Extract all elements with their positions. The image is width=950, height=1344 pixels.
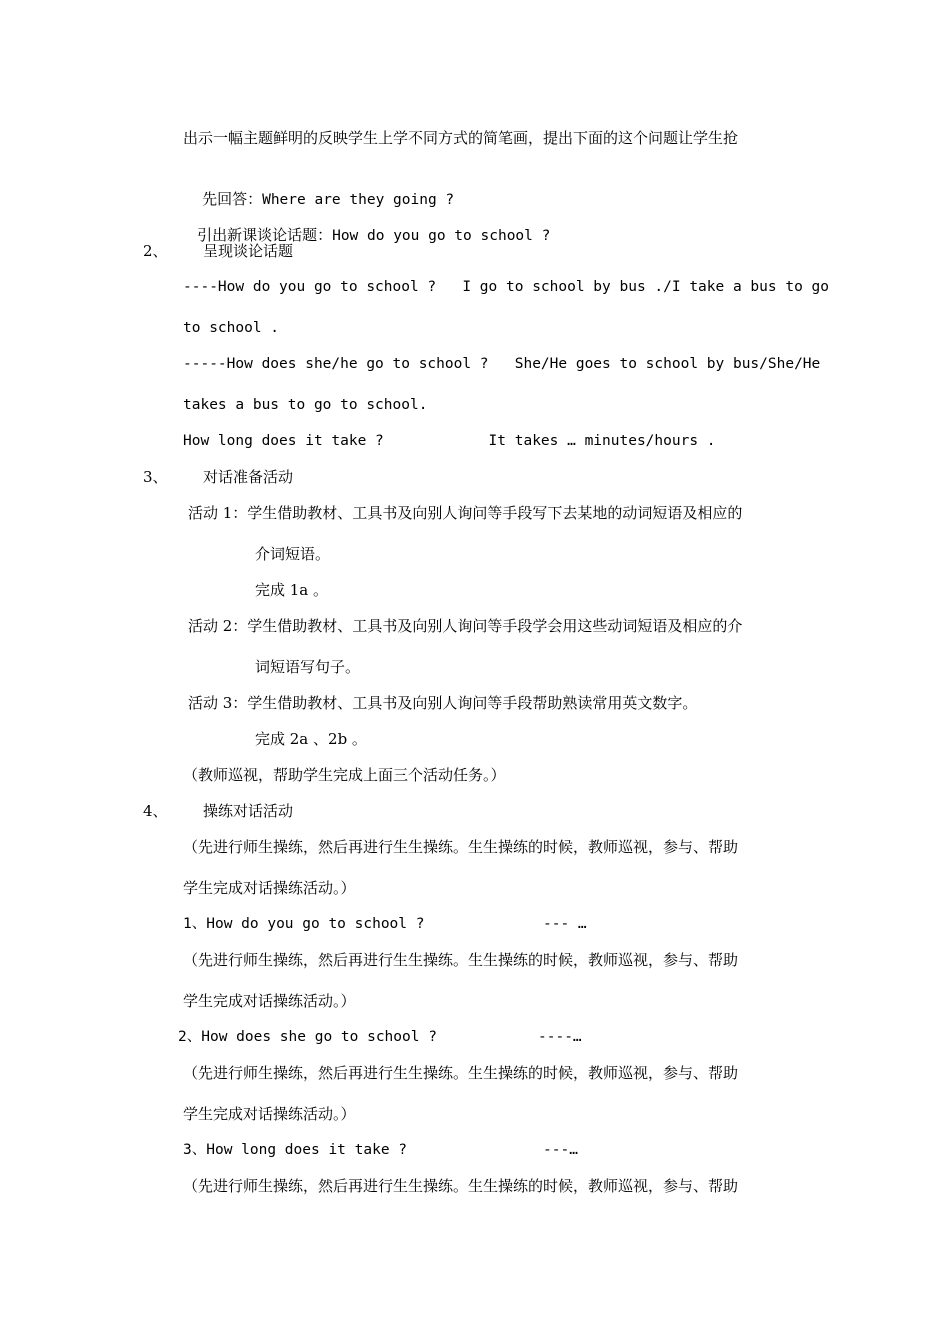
paragraph-line: 学生完成对话操练活动。） [183, 879, 356, 897]
section-number: 2、 [143, 242, 168, 260]
activity-note: 完成 1a 。 [255, 581, 329, 599]
dialogue-line: ----How do you go to school ? I go to school by bus ./I take a bus to go [183, 279, 830, 295]
practice-question: 3、How long does it take ? [183, 1142, 408, 1158]
text-cn: 先回答： [202, 190, 263, 208]
practice-answer: ---… [543, 1142, 578, 1158]
dialogue-line: How long does it take ? It takes … minutes/hours . [183, 433, 716, 449]
teacher-note: （教师巡视，帮助学生完成上面三个活动任务。） [183, 766, 506, 784]
practice-answer: ----… [538, 1029, 582, 1045]
text-cn: 引出新课谈论话题： [197, 226, 333, 244]
text-en: Where are they going ? [262, 192, 455, 208]
paragraph-line: 学生完成对话操练活动。） [183, 1105, 356, 1123]
practice-question: 2、How does she go to school ? [178, 1029, 437, 1045]
activity-note: 完成 2a 、2b 。 [255, 730, 367, 748]
paragraph-line: 学生完成对话操练活动。） [183, 992, 356, 1010]
dialogue-line: to school . [183, 320, 280, 336]
practice-answer: --- … [543, 916, 587, 932]
paragraph-line: （先进行师生操练，然后再进行生生操练。生生操练的时候，教师巡视，参与、帮助 [183, 951, 739, 969]
paragraph-line: （先进行师生操练，然后再进行生生操练。生生操练的时候，教师巡视，参与、帮助 [183, 1064, 739, 1082]
activity-continuation: 介词短语。 [255, 545, 331, 563]
practice-question: 1、How do you go to school ? [183, 916, 425, 932]
dialogue-line: takes a bus to go to school. [183, 397, 428, 413]
paragraph-line: （先进行师生操练，然后再进行生生操练。生生操练的时候，教师巡视，参与、帮助 [183, 1177, 739, 1195]
section-heading: 对话准备活动 [203, 468, 294, 486]
activity-continuation: 词短语写句子。 [255, 658, 361, 676]
activity-item: 活动 1：学生借助教材、工具书及向别人询问等手段写下去某地的动词短语及相应的 [188, 504, 743, 522]
text-en: How do you go to school ? [332, 228, 551, 244]
paragraph-line: 出示一幅主题鲜明的反映学生上学不同方式的简笔画，提出下面的这个问题让学生抢 [183, 129, 739, 147]
section-number: 3、 [143, 468, 168, 486]
dialogue-line: -----How does she/he go to school ? She/He goes to school by bus/She/He [183, 356, 821, 372]
paragraph-line: （先进行师生操练，然后再进行生生操练。生生操练的时候，教师巡视，参与、帮助 [183, 838, 739, 856]
activity-item: 活动 2：学生借助教材、工具书及向别人询问等手段学会用这些动词短语及相应的介 [188, 617, 743, 635]
section-number: 4、 [143, 802, 168, 820]
section-heading: 操练对话活动 [203, 802, 294, 820]
activity-item: 活动 3：学生借助教材、工具书及向别人询问等手段帮助熟读常用英文数字。 [188, 694, 698, 712]
section-heading: 呈现谈论话题 [203, 242, 294, 260]
